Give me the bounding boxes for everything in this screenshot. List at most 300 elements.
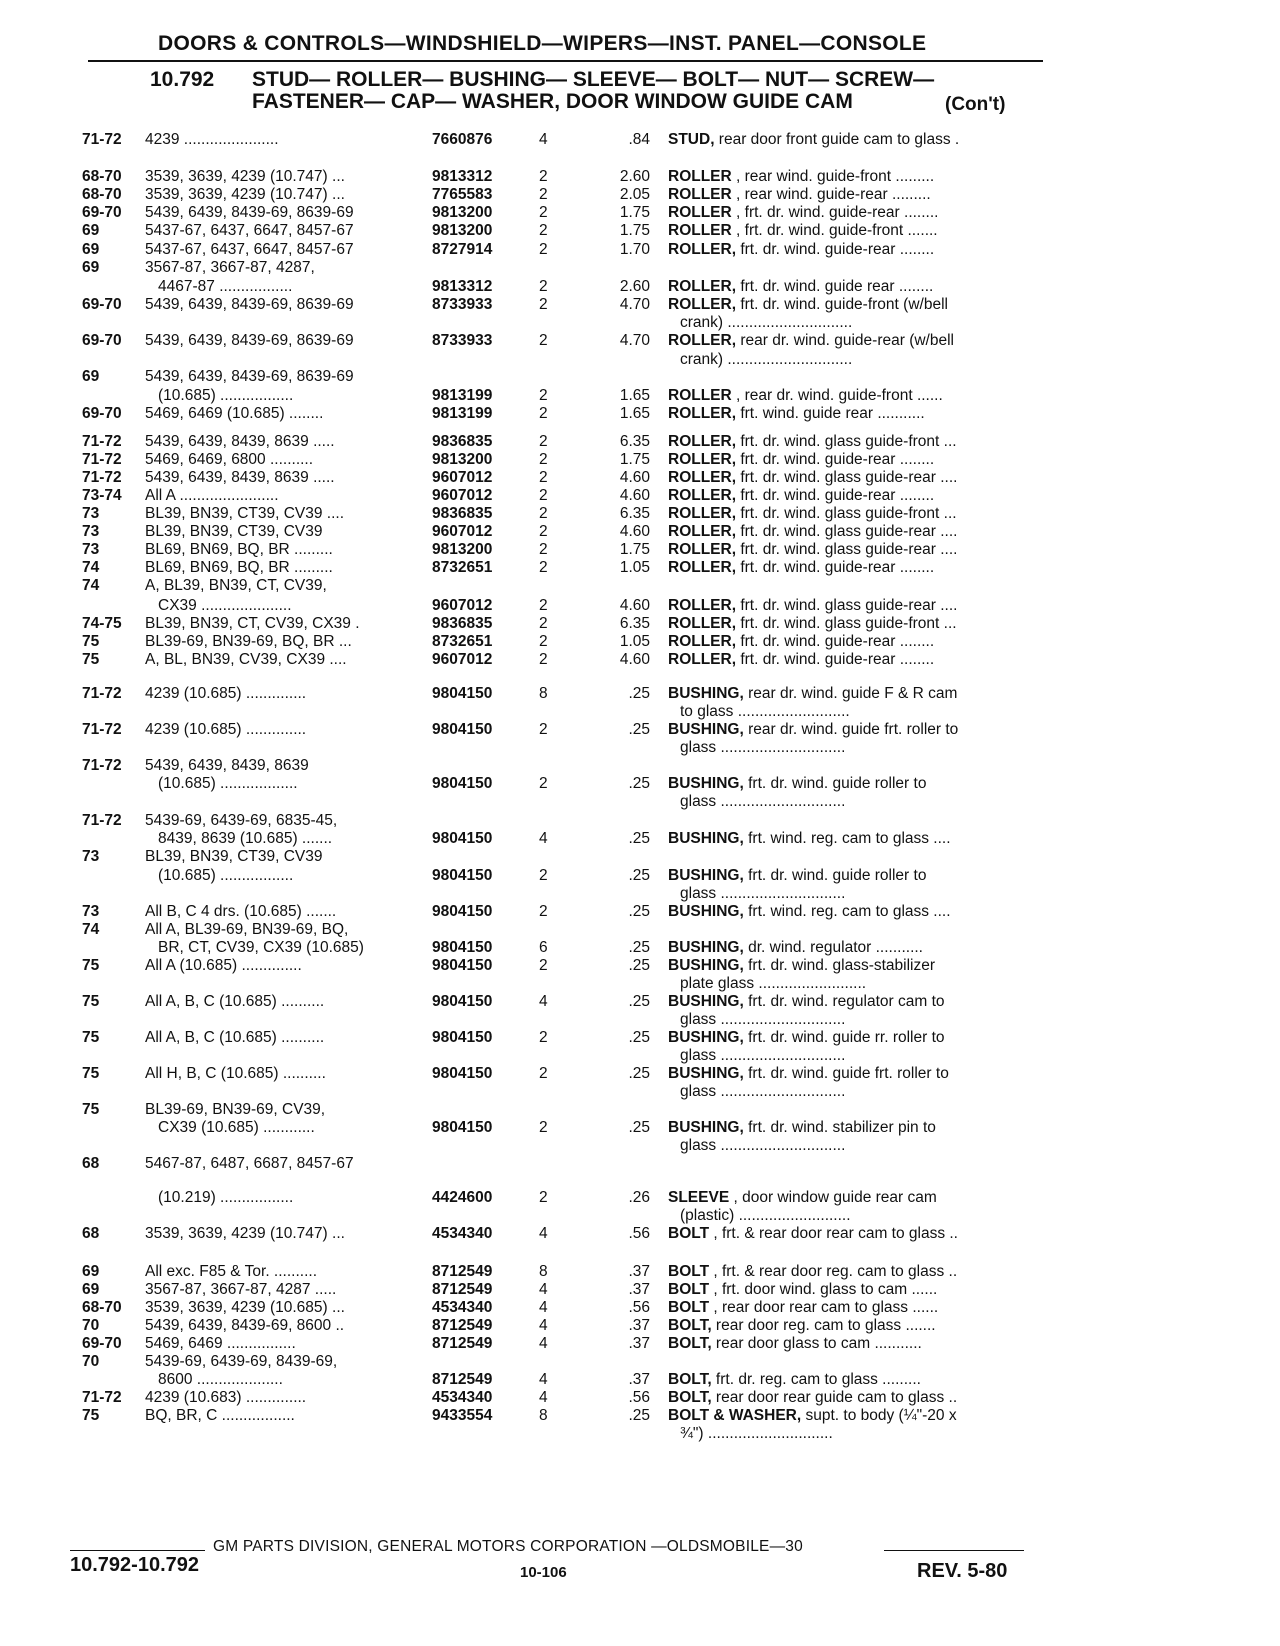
quantity-cell: 2 xyxy=(539,1189,548,1206)
quantity-cell: 4 xyxy=(539,1299,548,1316)
part-number-cell: 4534340 xyxy=(432,1225,493,1242)
model-cell: BL39, BN39, CT39, CV39 .... xyxy=(145,505,345,522)
part-number-cell: 9836835 xyxy=(432,615,493,632)
price-cell: 1.65 xyxy=(619,387,650,404)
year-cell: 69-70 xyxy=(82,405,122,422)
part-name: BUSHING, xyxy=(668,1029,744,1046)
model-cell: 3567-87, 3667-87, 4287, xyxy=(145,259,315,276)
year-cell: 75 xyxy=(82,651,100,668)
part-description: glass ............................. xyxy=(680,1011,846,1028)
description-cell xyxy=(668,167,1040,186)
part-name: ROLLER, xyxy=(668,505,737,522)
part-description: dr. wind. regulator ........... xyxy=(743,939,923,956)
year-cell: 75 xyxy=(82,1065,100,1082)
model-cell: 8600 .................... xyxy=(158,1371,283,1388)
year-cell: 68-70 xyxy=(82,186,122,203)
year-cell: 69 xyxy=(82,1263,100,1280)
quantity-cell: 4 xyxy=(539,131,548,148)
model-cell: All A ....................... xyxy=(145,487,279,504)
description-cell xyxy=(668,650,1040,669)
year-cell: 75 xyxy=(82,957,100,974)
model-cell: CX39 (10.685) ............ xyxy=(158,1119,315,1136)
price-cell: .25 xyxy=(628,1407,650,1424)
quantity-cell: 2 xyxy=(539,433,548,450)
part-description: frt. dr. wind. glass guide-rear .... xyxy=(736,541,958,558)
model-cell: BL39, BN39, CT, CV39, CX39 . xyxy=(145,615,360,632)
description-cell xyxy=(680,350,1040,369)
year-cell: 71-72 xyxy=(82,1389,122,1406)
part-description: frt. wind. reg. cam to glass .... xyxy=(743,830,951,847)
part-description: , frt. dr. wind. guide-front ....... xyxy=(731,222,938,239)
part-number-cell: 9804150 xyxy=(432,775,493,792)
price-cell: .37 xyxy=(628,1263,650,1280)
model-cell: 4239 (10.685) .............. xyxy=(145,685,307,702)
description-cell xyxy=(668,720,1040,739)
part-description: glass ............................. xyxy=(680,1137,846,1154)
description-cell xyxy=(668,614,1040,633)
footer-section-range: 10.792-10.792 xyxy=(70,1554,200,1576)
model-cell: 5439, 6439, 8439-69, 8639-69 xyxy=(145,332,354,349)
year-cell: 68-70 xyxy=(82,1299,122,1316)
description-cell xyxy=(668,1118,1040,1137)
footer-rule-left xyxy=(70,1550,205,1551)
description-cell xyxy=(668,277,1040,296)
part-name: BOLT xyxy=(668,1281,710,1298)
part-name: ROLLER, xyxy=(668,296,737,313)
model-cell: 5467-87, 6487, 6687, 8457-67 xyxy=(145,1155,354,1172)
description-cell xyxy=(668,331,1040,350)
description-cell xyxy=(668,1316,1040,1335)
part-number-cell: 9836835 xyxy=(432,505,493,522)
description-cell xyxy=(680,1136,1040,1155)
part-name: ROLLER, xyxy=(668,469,737,486)
part-name: BOLT & WASHER, xyxy=(668,1407,802,1424)
model-cell: A, BL39, BN39, CT, CV39, xyxy=(145,577,327,594)
year-cell: 69 xyxy=(82,222,100,239)
part-number-cell: 9804150 xyxy=(432,685,493,702)
model-cell: All A (10.685) .............. xyxy=(145,957,302,974)
part-number-cell: 8712549 xyxy=(432,1317,493,1334)
year-cell: 75 xyxy=(82,993,100,1010)
quantity-cell: 2 xyxy=(539,957,548,974)
description-cell xyxy=(668,1406,1040,1425)
quantity-cell: 2 xyxy=(539,332,548,349)
year-cell: 73 xyxy=(82,848,100,865)
year-cell: 73 xyxy=(82,523,100,540)
quantity-cell: 4 xyxy=(539,1281,548,1298)
section-title-line1: STUD— ROLLER— BUSHING— SLEEVE— BOLT— NUT— SCREW— xyxy=(252,68,935,91)
description-cell xyxy=(668,1188,1040,1207)
model-cell: 4239 (10.685) .............. xyxy=(145,721,307,738)
part-description: frt. dr. reg. cam to glass ......... xyxy=(711,1371,921,1388)
quantity-cell: 2 xyxy=(539,451,548,468)
part-name: ROLLER, xyxy=(668,405,737,422)
part-number-cell: 9607012 xyxy=(432,523,493,540)
part-name: BOLT, xyxy=(668,1335,712,1352)
part-name: ROLLER xyxy=(668,222,732,239)
year-cell: 70 xyxy=(82,1353,100,1370)
year-cell: 71-72 xyxy=(82,812,122,829)
part-number-cell: 8712549 xyxy=(432,1335,493,1352)
description-cell xyxy=(668,1262,1040,1281)
description-cell xyxy=(668,1028,1040,1047)
part-description: rear dr. wind. guide F & R cam xyxy=(743,685,958,702)
price-cell: .25 xyxy=(628,903,650,920)
part-name: BOLT xyxy=(668,1299,710,1316)
part-description: frt. dr. wind. glass guide-front ... xyxy=(736,505,957,522)
part-name: BOLT, xyxy=(668,1317,712,1334)
part-number-cell: 9804150 xyxy=(432,939,493,956)
price-cell: .84 xyxy=(628,131,650,148)
year-cell: 69-70 xyxy=(82,204,122,221)
description-cell xyxy=(668,522,1040,541)
quantity-cell: 4 xyxy=(539,1371,548,1388)
year-cell: 68 xyxy=(82,1155,100,1172)
part-name: BUSHING, xyxy=(668,721,744,738)
price-cell: .37 xyxy=(628,1317,650,1334)
part-name: ROLLER, xyxy=(668,332,737,349)
model-cell: 5439, 6439, 8439, 8639 ..... xyxy=(145,433,335,450)
footer-revision: REV. 5-80 xyxy=(917,1560,1008,1582)
part-number-cell: 9804150 xyxy=(432,830,493,847)
price-cell: .56 xyxy=(628,1389,650,1406)
part-description: frt. dr. wind. guide-rear ........ xyxy=(736,451,935,468)
description-cell xyxy=(680,1206,1040,1225)
part-description: frt. dr. wind. guide rr. roller to xyxy=(743,1029,945,1046)
year-cell: 71-72 xyxy=(82,131,122,148)
quantity-cell: 2 xyxy=(539,186,548,203)
description-cell xyxy=(668,1334,1040,1353)
quantity-cell: 2 xyxy=(539,523,548,540)
description-cell xyxy=(668,486,1040,505)
part-description: to glass .......................... xyxy=(680,703,850,720)
model-cell: 5469, 6469 ................ xyxy=(145,1335,296,1352)
part-name: ROLLER, xyxy=(668,615,737,632)
description-cell xyxy=(680,313,1040,332)
quantity-cell: 2 xyxy=(539,469,548,486)
part-description: , frt. door wind. glass to cam ...... xyxy=(709,1281,938,1298)
model-cell: (10.685) ................. xyxy=(158,387,294,404)
year-cell: 71-72 xyxy=(82,451,122,468)
part-description: glass ............................. xyxy=(680,793,846,810)
model-cell: All A, B, C (10.685) .......... xyxy=(145,993,325,1010)
part-number-cell: 7765583 xyxy=(432,186,493,203)
part-number-cell: 4534340 xyxy=(432,1299,493,1316)
part-number-cell: 9813200 xyxy=(432,451,493,468)
price-cell: .25 xyxy=(628,1029,650,1046)
model-cell: 5439-69, 6439-69, 8439-69, xyxy=(145,1353,338,1370)
part-name: ROLLER, xyxy=(668,278,737,295)
part-description: frt. dr. wind. glass guide-rear .... xyxy=(736,523,958,540)
price-cell: 6.35 xyxy=(619,505,650,522)
part-name: BUSHING, xyxy=(668,1065,744,1082)
part-number-cell: 9804150 xyxy=(432,1029,493,1046)
quantity-cell: 2 xyxy=(539,1119,548,1136)
quantity-cell: 2 xyxy=(539,487,548,504)
description-cell xyxy=(668,1224,1040,1243)
footer-page-number: 10-106 xyxy=(520,1564,567,1581)
year-cell: 74-75 xyxy=(82,615,122,632)
price-cell: 1.65 xyxy=(619,405,650,422)
model-cell: 5439, 6439, 8439-69, 8639-69 xyxy=(145,368,354,385)
part-description: frt. dr. wind. guide-rear ........ xyxy=(736,487,935,504)
part-description: , door window guide rear cam xyxy=(729,1189,937,1206)
part-name: ROLLER xyxy=(668,204,732,221)
year-cell: 73-74 xyxy=(82,487,122,504)
year-cell: 71-72 xyxy=(82,757,122,774)
part-number-cell: 8732651 xyxy=(432,559,493,576)
description-cell xyxy=(680,1424,1040,1443)
quantity-cell: 2 xyxy=(539,241,548,258)
quantity-cell: 2 xyxy=(539,505,548,522)
part-number-cell: 9804150 xyxy=(432,867,493,884)
part-description: frt. dr. wind. glass guide-rear .... xyxy=(736,597,958,614)
model-cell: BL39-69, BN39-69, CV39, xyxy=(145,1101,326,1118)
footer-publisher: GM PARTS DIVISION, GENERAL MOTORS CORPORATION —OLDSMOBILE—30 xyxy=(213,1538,803,1555)
description-cell xyxy=(668,404,1040,423)
price-cell: .37 xyxy=(628,1335,650,1352)
description-cell xyxy=(668,432,1040,451)
part-name: ROLLER, xyxy=(668,559,737,576)
part-name: ROLLER, xyxy=(668,487,737,504)
price-cell: .25 xyxy=(628,867,650,884)
model-cell: 5439, 6439, 8439-69, 8639-69 xyxy=(145,296,354,313)
quantity-cell: 2 xyxy=(539,204,548,221)
model-cell: All B, C 4 drs. (10.685) ....... xyxy=(145,903,337,920)
description-cell xyxy=(668,596,1040,615)
year-cell: 69 xyxy=(82,241,100,258)
description-cell xyxy=(668,774,1040,793)
year-cell: 73 xyxy=(82,541,100,558)
description-cell xyxy=(668,1388,1040,1407)
price-cell: .26 xyxy=(628,1189,650,1206)
quantity-cell: 2 xyxy=(539,1029,548,1046)
description-cell xyxy=(668,540,1040,559)
part-number-cell: 8712549 xyxy=(432,1371,493,1388)
quantity-cell: 2 xyxy=(539,867,548,884)
model-cell: A, BL, BN39, CV39, CX39 .... xyxy=(145,651,347,668)
part-number-cell: 9813200 xyxy=(432,222,493,239)
part-description: , rear door rear cam to glass ...... xyxy=(709,1299,939,1316)
description-cell xyxy=(680,1010,1040,1029)
description-cell xyxy=(668,504,1040,523)
part-description: ¾") ............................. xyxy=(680,1425,833,1442)
part-description: frt. dr. wind. stabilizer pin to xyxy=(743,1119,936,1136)
description-cell xyxy=(668,632,1040,651)
description-cell xyxy=(668,938,1040,957)
year-cell: 74 xyxy=(82,577,100,594)
year-cell: 68 xyxy=(82,1225,100,1242)
year-cell: 69-70 xyxy=(82,332,122,349)
part-description: frt. dr. wind. regulator cam to xyxy=(743,993,945,1010)
model-cell: BL39-69, BN39-69, BQ, BR ... xyxy=(145,633,352,650)
year-cell: 69-70 xyxy=(82,1335,122,1352)
part-description: , rear dr. wind. guide-front ...... xyxy=(731,387,943,404)
part-description: rear door glass to cam ........... xyxy=(711,1335,922,1352)
price-cell: 4.70 xyxy=(619,332,650,349)
quantity-cell: 6 xyxy=(539,939,548,956)
year-cell: 69-70 xyxy=(82,296,122,313)
part-name: BOLT xyxy=(668,1263,710,1280)
part-description: glass ............................. xyxy=(680,1047,846,1064)
price-cell: .25 xyxy=(628,685,650,702)
price-cell: 1.75 xyxy=(619,204,650,221)
description-cell xyxy=(668,1370,1040,1389)
part-name: BUSHING, xyxy=(668,830,744,847)
price-cell: .25 xyxy=(628,1065,650,1082)
description-cell xyxy=(680,792,1040,811)
model-cell: BL69, BN69, BQ, BR ......... xyxy=(145,541,333,558)
price-cell: 6.35 xyxy=(619,615,650,632)
description-cell xyxy=(680,884,1040,903)
part-name: ROLLER, xyxy=(668,541,737,558)
price-cell: 4.60 xyxy=(619,597,650,614)
price-cell: .37 xyxy=(628,1371,650,1388)
model-cell: 5439, 6439, 8439-69, 8600 .. xyxy=(145,1317,345,1334)
price-cell: .25 xyxy=(628,957,650,974)
part-description: crank) ............................. xyxy=(680,314,853,331)
part-number-cell: 9607012 xyxy=(432,651,493,668)
description-cell xyxy=(668,1280,1040,1299)
price-cell: 4.60 xyxy=(619,487,650,504)
price-cell: .25 xyxy=(628,939,650,956)
part-name: ROLLER, xyxy=(668,633,737,650)
price-cell: .25 xyxy=(628,993,650,1010)
model-cell: 5439, 6439, 8439, 8639 ..... xyxy=(145,469,335,486)
year-cell: 71-72 xyxy=(82,685,122,702)
price-cell: 4.60 xyxy=(619,469,650,486)
part-description: glass ............................. xyxy=(680,885,846,902)
part-description: glass ............................. xyxy=(680,1083,846,1100)
part-description: frt. dr. wind. glass guide-front ... xyxy=(736,615,957,632)
part-number-cell: 8733933 xyxy=(432,332,493,349)
description-cell xyxy=(668,130,1040,149)
quantity-cell: 4 xyxy=(539,830,548,847)
description-cell xyxy=(668,295,1040,314)
description-cell xyxy=(668,221,1040,240)
year-cell: 69 xyxy=(82,259,100,276)
part-number-cell: 8732651 xyxy=(432,633,493,650)
quantity-cell: 4 xyxy=(539,1225,548,1242)
model-cell: 8439, 8639 (10.685) ....... xyxy=(158,830,333,847)
year-cell: 71-72 xyxy=(82,433,122,450)
price-cell: 1.70 xyxy=(619,241,650,258)
part-number-cell: 9813199 xyxy=(432,405,493,422)
model-cell: 5437-67, 6437, 6647, 8457-67 xyxy=(145,222,354,239)
model-cell: CX39 ..................... xyxy=(158,597,292,614)
part-number-cell: 7660876 xyxy=(432,131,493,148)
part-number-cell: 4534340 xyxy=(432,1389,493,1406)
price-cell: .56 xyxy=(628,1225,650,1242)
model-cell: 5439-69, 6439-69, 6835-45, xyxy=(145,812,338,829)
model-cell: BL39, BN39, CT39, CV39 xyxy=(145,848,323,865)
part-name: SLEEVE xyxy=(668,1189,730,1206)
price-cell: .25 xyxy=(628,775,650,792)
description-cell xyxy=(668,992,1040,1011)
part-description: (plastic) .......................... xyxy=(680,1207,851,1224)
part-number-cell: 8712549 xyxy=(432,1281,493,1298)
part-description: frt. dr. wind. glass guide-rear .... xyxy=(736,469,958,486)
model-cell: 3539, 3639, 4239 (10.685) ... xyxy=(145,1299,345,1316)
part-name: BOLT, xyxy=(668,1389,712,1406)
year-cell: 70 xyxy=(82,1317,100,1334)
part-description: plate glass ......................... xyxy=(680,975,867,992)
model-cell: 5469, 6469, 6800 .......... xyxy=(145,451,314,468)
model-cell: (10.219) ................. xyxy=(158,1189,294,1206)
part-number-cell: 9804150 xyxy=(432,993,493,1010)
part-number-cell: 9836835 xyxy=(432,433,493,450)
quantity-cell: 2 xyxy=(539,541,548,558)
price-cell: 1.75 xyxy=(619,451,650,468)
part-description: , rear wind. guide-front ......... xyxy=(731,168,935,185)
part-name: ROLLER xyxy=(668,387,732,404)
model-cell: 3539, 3639, 4239 (10.747) ... xyxy=(145,1225,345,1242)
quantity-cell: 2 xyxy=(539,903,548,920)
part-description: rear door front guide cam to glass . xyxy=(714,131,960,148)
quantity-cell: 2 xyxy=(539,559,548,576)
description-cell xyxy=(668,1298,1040,1317)
description-cell xyxy=(680,1046,1040,1065)
part-number-cell: 9804150 xyxy=(432,1065,493,1082)
part-name: BUSHING, xyxy=(668,685,744,702)
model-cell: 4239 (10.683) .............. xyxy=(145,1389,307,1406)
part-name: ROLLER xyxy=(668,168,732,185)
part-description: frt. dr. wind. guide-rear ........ xyxy=(736,633,935,650)
year-cell: 75 xyxy=(82,1407,100,1424)
price-cell: 2.05 xyxy=(619,186,650,203)
year-cell: 74 xyxy=(82,559,100,576)
part-name: BOLT, xyxy=(668,1371,712,1388)
part-description: rear dr. wind. guide-rear (w/bell xyxy=(736,332,954,349)
quantity-cell: 2 xyxy=(539,387,548,404)
model-cell: (10.685) ................. xyxy=(158,867,294,884)
part-name: BUSHING, xyxy=(668,1119,744,1136)
description-cell xyxy=(680,702,1040,721)
part-number-cell: 9607012 xyxy=(432,597,493,614)
part-name: BUSHING, xyxy=(668,775,744,792)
part-number-cell: 8733933 xyxy=(432,296,493,313)
part-name: ROLLER xyxy=(668,186,732,203)
year-cell: 75 xyxy=(82,633,100,650)
part-name: ROLLER, xyxy=(668,241,737,258)
part-description: rear door rear guide cam to glass .. xyxy=(711,1389,958,1406)
part-number-cell: 9804150 xyxy=(432,1119,493,1136)
description-cell xyxy=(668,450,1040,469)
part-number-cell: 9813312 xyxy=(432,278,493,295)
model-cell: 5439, 6439, 8439, 8639 xyxy=(145,757,309,774)
year-cell: 71-72 xyxy=(82,469,122,486)
model-cell: BL69, BN69, BQ, BR ......... xyxy=(145,559,333,576)
quantity-cell: 2 xyxy=(539,168,548,185)
part-number-cell: 9813200 xyxy=(432,204,493,221)
part-description: crank) ............................. xyxy=(680,351,853,368)
model-cell: BL39, BN39, CT39, CV39 xyxy=(145,523,323,540)
quantity-cell: 2 xyxy=(539,721,548,738)
quantity-cell: 2 xyxy=(539,278,548,295)
description-cell xyxy=(668,185,1040,204)
part-name: STUD, xyxy=(668,131,715,148)
part-number-cell: 9804150 xyxy=(432,721,493,738)
description-cell xyxy=(668,203,1040,222)
description-cell xyxy=(668,866,1040,885)
part-description: frt. dr. wind. guide frt. roller to xyxy=(743,1065,949,1082)
part-name: BUSHING, xyxy=(668,939,744,956)
description-cell xyxy=(668,1064,1040,1083)
part-name: BUSHING, xyxy=(668,957,744,974)
part-description: frt. dr. wind. guide roller to xyxy=(743,867,927,884)
model-cell: 5439, 6439, 8439-69, 8639-69 xyxy=(145,204,354,221)
year-cell: 75 xyxy=(82,1029,100,1046)
